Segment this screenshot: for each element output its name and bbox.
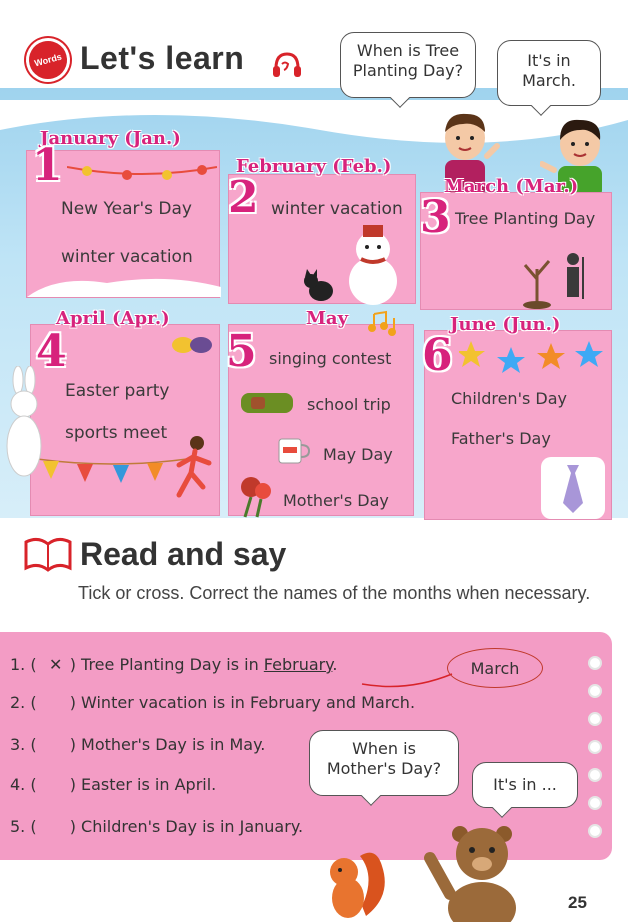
mug-icon (275, 433, 311, 467)
necktie-icon (541, 457, 605, 519)
exercise-item-2 (10, 693, 415, 712)
snowman-icon (337, 219, 409, 305)
section-title-lets-learn: Let's learn (80, 40, 245, 76)
item-bracket-open: 5. ( (10, 817, 37, 836)
words-badge: Words (21, 33, 75, 87)
item-text: ) Mother's Day is in May. (69, 735, 266, 754)
flower-bouquet-icon (231, 471, 281, 519)
month-title-march: March (Mar.) (444, 176, 579, 197)
open-book-icon (22, 532, 74, 576)
cat-icon (301, 267, 337, 303)
month-title-february: February (Feb.) (236, 156, 392, 177)
event-label: Father's Day (451, 429, 551, 448)
event-label: singing contest (269, 349, 392, 368)
exercise-item-4 (10, 775, 216, 794)
item-bracket-open: 2. ( (10, 693, 37, 712)
event-label: Mother's Day (283, 491, 389, 510)
correction-text: March (470, 658, 520, 678)
month-title-may: May (306, 308, 349, 329)
speech-bubble-answer (497, 40, 601, 106)
page-number: 25 (568, 893, 587, 912)
binder-ring (588, 684, 602, 698)
headphones-icon[interactable] (270, 48, 304, 82)
event-label: winter vacation (61, 247, 193, 267)
bubble-question-text: When is Tree Planting Day? (352, 41, 464, 80)
bubble-question-text: When is Mother's Day? (326, 739, 442, 778)
item-text: ) Easter is in April. (69, 775, 217, 794)
event-label: winter vacation (271, 199, 403, 219)
tree-planting-icon (517, 239, 593, 309)
correction-oval (447, 648, 543, 688)
event-label: sports meet (65, 423, 168, 443)
month-number-6: 6 (422, 330, 453, 381)
star-garland (459, 337, 609, 377)
music-note-icon (364, 308, 408, 336)
answer-mark[interactable]: ✕ (48, 655, 63, 674)
section-title-read-and-say: Read and say (80, 536, 287, 572)
exercise-item-1 (10, 655, 338, 674)
month-number-1: 1 (32, 140, 63, 191)
event-label: Easter party (65, 381, 170, 401)
month-number-2: 2 (228, 172, 259, 223)
month-number-3: 3 (420, 192, 451, 243)
snow-ground (27, 273, 221, 297)
bubble-answer-text: It's in March. (522, 51, 576, 90)
item-text: ) Tree Planting Day is in (69, 655, 264, 674)
event-label: school trip (307, 395, 391, 414)
bubble-answer-text: It's in ... (493, 775, 557, 794)
squirrel-icon (316, 836, 396, 922)
binder-ring (588, 712, 602, 726)
easter-eggs-icon (169, 331, 215, 357)
correction-arrow (358, 662, 458, 692)
event-label: New Year's Day (61, 199, 192, 219)
month-number-4: 4 (36, 326, 67, 377)
exercise-item-5 (10, 817, 303, 836)
month-title-june: June (Jun.) (450, 314, 561, 335)
school-bag-icon (237, 387, 297, 417)
candy-garland (67, 161, 217, 181)
month-title-april: April (Apr.) (56, 308, 170, 329)
month-title-january: January (Jan.) (40, 128, 181, 149)
instruction-text: Tick or cross. Correct the names of the months when necessary. (78, 583, 591, 603)
bear-icon (420, 818, 530, 922)
event-label: May Day (323, 445, 393, 464)
item-text: ) Winter vacation is in February and March. (69, 693, 416, 712)
underlined-month: February (263, 655, 333, 674)
item-text: ) Children's Day is in January. (69, 817, 304, 836)
binder-ring (588, 796, 602, 810)
event-label: Tree Planting Day (455, 209, 596, 228)
item-bracket-open: 1. ( (10, 655, 37, 674)
month-number-5: 5 (226, 326, 257, 377)
item-bracket-open: 3. ( (10, 735, 37, 754)
exercise-item-3 (10, 735, 265, 754)
item-bracket-open: 4. ( (10, 775, 37, 794)
speech-bubble-question (340, 32, 476, 98)
item-period: . (332, 655, 338, 674)
bunny-icon (2, 366, 44, 482)
event-label: Children's Day (451, 389, 567, 408)
runner-icon (169, 435, 219, 505)
binder-ring (588, 740, 602, 754)
binder-ring (588, 656, 602, 670)
speech-bubble-answer-2 (472, 762, 578, 808)
binder-ring (588, 768, 602, 782)
binder-ring (588, 824, 602, 838)
bunting-flags (37, 455, 187, 485)
speech-bubble-question-2 (309, 730, 459, 796)
